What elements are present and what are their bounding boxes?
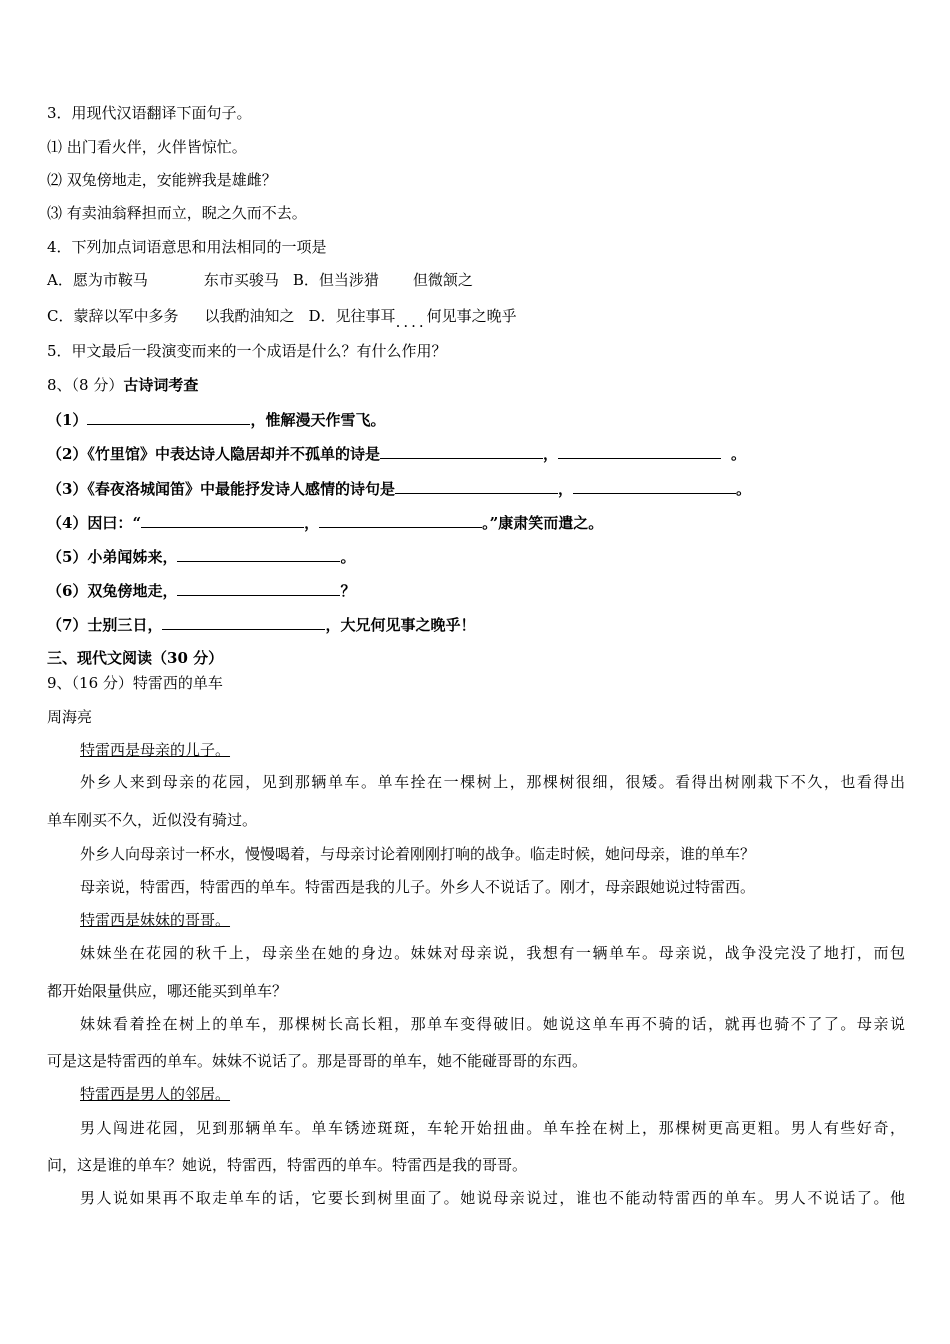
q8-blank-2a[interactable] bbox=[380, 443, 543, 459]
q8-title: 古诗词考查 bbox=[123, 376, 199, 394]
q3-item-3: ⑶ 有卖油翁释担而立，睨之久而不去。 bbox=[47, 204, 307, 222]
q4-option-a-2: 东市买骏马 bbox=[203, 271, 279, 289]
q8-line-5-suffix: 。 bbox=[340, 548, 356, 566]
q4-option-b-1: 但当涉猎 bbox=[318, 271, 379, 289]
q8-line-2-suffix: 。 bbox=[730, 445, 746, 463]
q8-line-5 bbox=[47, 546, 355, 567]
q5-title: 5．甲文最后一段演变而来的一个成语是什么？有什么作用？ bbox=[47, 342, 447, 360]
q9-para-4-line-1: 妹妹坐在花园的秋千上，母亲坐在她的身边。妹妹对母亲说，我想有一辆单车。母亲说，战争没完没了地打，而包 bbox=[80, 944, 905, 962]
q8-line-3-comma: ， bbox=[557, 480, 573, 498]
q8-blank-1[interactable] bbox=[87, 409, 250, 425]
q8-line-2-comma: ， bbox=[542, 445, 558, 463]
q8-line-1-prefix: （1） bbox=[47, 411, 88, 429]
q8-score: （8 分） bbox=[71, 376, 124, 394]
q8-blank-3b[interactable] bbox=[573, 478, 736, 494]
q8-line-2-prefix: （2）《竹里馆》中表达诗人隐居却并不孤单的诗是 bbox=[47, 445, 380, 463]
q9-para-4-line-2: 都开始限量供应，哪还能买到单车？ bbox=[47, 982, 288, 1000]
q8-blank-7[interactable] bbox=[162, 614, 325, 630]
q4-option-b-label: B． bbox=[292, 271, 319, 289]
q8-blank-5[interactable] bbox=[177, 546, 340, 562]
q3-item-1: ⑴ 出门看火伴，火伴皆惊忙。 bbox=[47, 138, 247, 156]
q4-option-a-1: 愿为市鞍马 bbox=[72, 271, 148, 289]
q8-line-6-suffix: ？ bbox=[340, 582, 356, 600]
q4-option-d-label: D． bbox=[308, 307, 336, 325]
q9-subheading-1: 特雷西是母亲的儿子。 bbox=[80, 741, 231, 759]
q8-blank-6[interactable] bbox=[177, 580, 340, 596]
q8-line-6 bbox=[47, 580, 355, 601]
q4-option-c-1: 蒙辞以军中多务 bbox=[73, 307, 179, 325]
q9-para-1-line-2: 单车刚买不久，近似没有骑过。 bbox=[47, 811, 258, 829]
q9-para-6-line-1: 男人闯进花园，见到那辆单车。单车锈迹斑斑，车轮开始扭曲。单车拴在树上，那棵树更高更粗。男人有些好奇， bbox=[80, 1119, 905, 1137]
q4-option-d-1: 见往事耳 bbox=[335, 307, 396, 325]
q8-blank-3a[interactable] bbox=[395, 478, 558, 494]
q8-line-1-suffix: ，惟解漫天作雪飞。 bbox=[250, 411, 386, 429]
q3-title: 3．用现代汉语翻译下面句子。 bbox=[47, 104, 252, 122]
section-3-title: 三、现代文阅读（30 分） bbox=[47, 649, 224, 667]
q9-subheading-3: 特雷西是男人的邻居。 bbox=[80, 1085, 231, 1103]
q4-option-row-ab bbox=[47, 270, 473, 290]
q8-line-4 bbox=[47, 512, 603, 533]
q4-title: 4．下列加点词语意思和用法相同的一项是 bbox=[47, 238, 327, 256]
q9-para-7-line-1: 男人说如果再不取走单车的话，它要长到树里面了。她说母亲说过，谁也不能动特雷西的单车。男人不说话了。他 bbox=[80, 1189, 905, 1207]
q9-author: 周海亮 bbox=[47, 708, 93, 726]
q8-line-6-prefix: （6）双兔傍地走， bbox=[47, 582, 178, 600]
q8-line-7-prefix: （7）士别三日， bbox=[47, 616, 163, 634]
q9-para-3: 母亲说，特雷西，特雷西的单车。特雷西是我的儿子。外乡人不说话了。刚才，母亲跟她说过特雷西。 bbox=[80, 878, 756, 896]
q8-blank-2b[interactable] bbox=[558, 443, 721, 459]
q9-para-5-line-2: 可是这是特雷西的单车。妹妹不说话了。那是哥哥的单车，她不能碰哥哥的东西。 bbox=[47, 1052, 588, 1070]
q8-line-2 bbox=[47, 443, 746, 464]
q4-option-a-label: A． bbox=[47, 271, 73, 289]
q8-line-3-prefix: （3）《春夜洛城闻笛》中最能抒发诗人感情的诗句是 bbox=[47, 480, 395, 498]
q4-option-b-2: 但微颔之 bbox=[412, 271, 473, 289]
q9-header: 9、（16 分）特雷西的单车 bbox=[47, 674, 223, 692]
q4-option-c-label: C． bbox=[47, 307, 74, 325]
q8-line-4-suffix: 。”康肃笑而遣之。 bbox=[482, 514, 604, 532]
q9-para-1-line-1: 外乡人来到母亲的花园，见到那辆单车。单车拴在一棵树上，那棵树很细，很矮。看得出树刚栽下不久，也看得出 bbox=[80, 773, 905, 791]
q8-header bbox=[47, 375, 198, 395]
q4-option-d-2: 何见事之晚乎 bbox=[426, 307, 517, 325]
q8-line-4-prefix: （4）因曰：“ bbox=[47, 514, 142, 532]
q8-number: 8、 bbox=[47, 376, 72, 394]
q4-option-row-cd bbox=[47, 306, 517, 331]
q8-blank-4b[interactable] bbox=[319, 512, 482, 528]
q9-para-5-line-1: 妹妹看着拴在树上的单车，那棵树长高长粗，那单车变得破旧。她说这单车再不骑的话，就再也骑不了了。母亲说 bbox=[80, 1015, 905, 1033]
q8-line-3 bbox=[47, 478, 751, 499]
q8-line-4-comma: ， bbox=[304, 514, 320, 532]
q9-para-2: 外乡人向母亲讨一杯水，慢慢喝着，与母亲讨论着刚刚打响的战争。临走时候，她问母亲，谁的单车？ bbox=[80, 845, 756, 863]
q8-line-7-suffix: ，大兄何见事之晚乎！ bbox=[325, 616, 476, 634]
q4-option-c-2: 以我酌油知之 bbox=[204, 307, 295, 325]
q4-emphasis-dots: .... bbox=[395, 313, 427, 331]
q8-line-5-prefix: （5）小弟闻姊来， bbox=[47, 548, 178, 566]
q8-blank-4a[interactable] bbox=[141, 512, 304, 528]
q9-para-6-line-2: 问，这是谁的单车？她说，特雷西，特雷西的单车。特雷西是我的哥哥。 bbox=[47, 1156, 528, 1174]
q8-line-3-suffix: 。 bbox=[735, 480, 751, 498]
q8-line-7 bbox=[47, 614, 475, 635]
q8-line-1 bbox=[47, 409, 385, 430]
q9-subheading-2: 特雷西是妹妹的哥哥。 bbox=[80, 911, 231, 929]
q3-item-2: ⑵ 双兔傍地走，安能辨我是雄雌？ bbox=[47, 171, 277, 189]
